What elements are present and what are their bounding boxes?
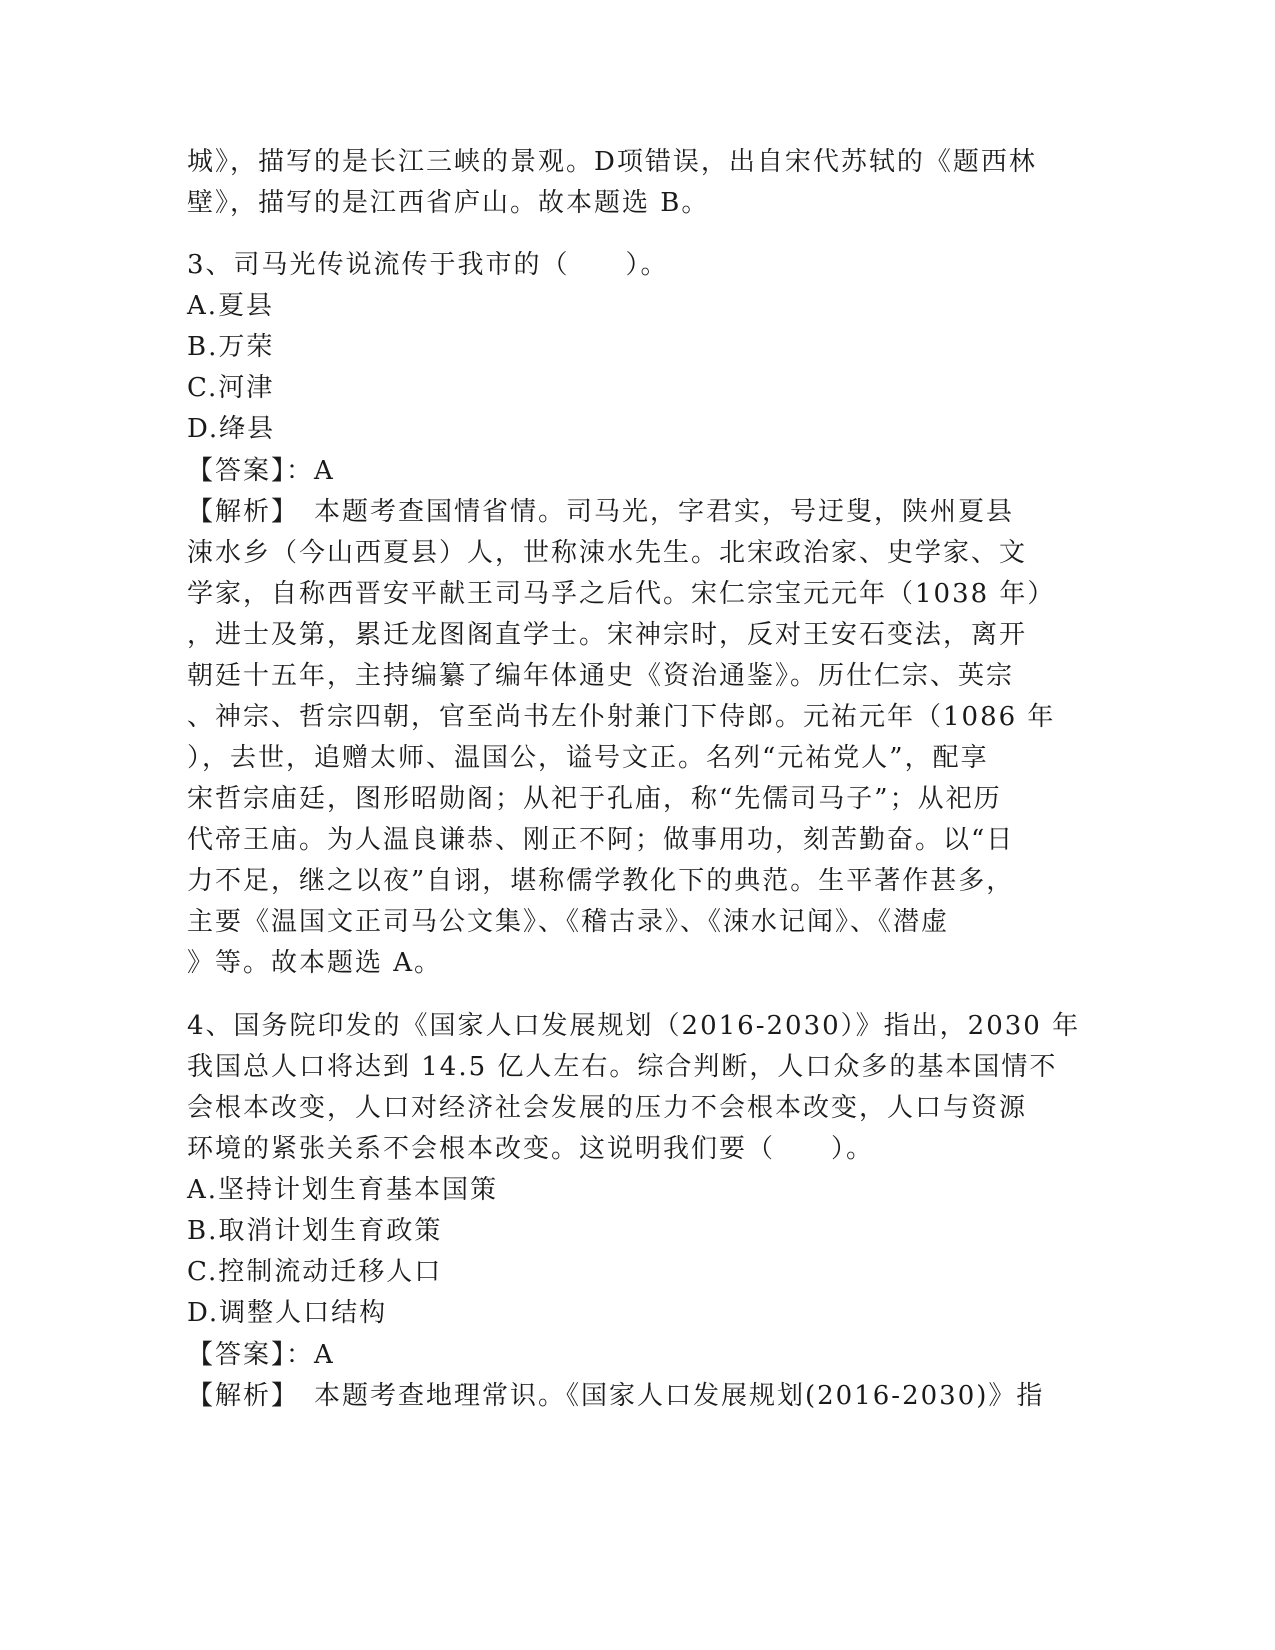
question-3-analysis-line: ，进士及第，累迁龙图阁直学士。宋神宗时，反对王安石变法，离开	[187, 620, 1028, 650]
question-3-analysis-line: 代帝王庙。为人温良谦恭、刚正不阿；做事用功，刻苦勤奋。以“日	[187, 825, 1015, 855]
question-3-analysis-line: ），去世，追赠太师、温国公，谥号文正。名列“元祐党人”，配享	[187, 743, 989, 773]
question-4-analysis-line: 【解析】 本题考查地理常识。《国家人口发展规划(2016-2030)》指	[187, 1381, 1045, 1411]
question-3-analysis-line: 朝廷十五年，主持编纂了编年体通史《资治通鉴》。历仕仁宗、英宗	[187, 661, 1015, 691]
question-3-analysis-line: 宋哲宗庙廷，图形昭勋阁；从祀于孔庙，称“先儒司马子”；从祀历	[187, 784, 1002, 814]
continuation-line-1: 城》，描写的是长江三峡的景观。D项错误，出自宋代苏轼的《题西林	[187, 147, 1037, 177]
question-4-option-b: B.取消计划生育政策	[187, 1216, 443, 1246]
question-3-analysis-line: 学家，自称西晋安平献王司马孚之后代。宋仁宗宝元元年（1038 年）	[187, 579, 1056, 609]
question-3-analysis-line: 》等。故本题选 A。	[187, 948, 443, 978]
question-3-stem: 3、司马光传说流传于我市的（ ）。	[187, 250, 669, 280]
question-3-analysis-line: 、神宗、哲宗四朝，官至尚书左仆射兼门下侍郎。元祐元年（1086 年	[187, 702, 1056, 732]
question-4-answer: 【答案】：A	[187, 1340, 335, 1370]
question-4-stem-line: 环境的紧张关系不会根本改变。这说明我们要（ ）。	[187, 1134, 875, 1164]
question-4-stem-line: 会根本改变，人口对经济社会发展的压力不会根本改变，人口与资源	[187, 1093, 1028, 1123]
question-4-stem-line: 4、国务院印发的《国家人口发展规划（2016-2030）》指出，2030 年	[187, 1011, 1081, 1041]
question-3-answer: 【答案】：A	[187, 456, 335, 486]
question-4-stem-line: 我国总人口将达到 14.5 亿人左右。综合判断，人口众多的基本国情不	[187, 1052, 1058, 1082]
question-4-option-d: D.调整人口结构	[187, 1298, 388, 1328]
question-4-option-c: C.控制流动迁移人口	[187, 1257, 443, 1287]
question-3-analysis-line: 涑水乡（今山西夏县）人，世称涑水先生。北宋政治家、史学家、文	[187, 538, 1028, 568]
question-3-analysis-line: 力不足，继之以夜”自诩，堪称儒学教化下的典范。生平著作甚多，	[187, 866, 1015, 896]
question-3-option-b: B.万荣	[187, 332, 275, 362]
question-3-option-a: A.夏县	[187, 291, 275, 321]
question-3-option-d: D.绛县	[187, 414, 276, 444]
question-3-analysis-line: 【解析】 本题考查国情省情。司马光，字君实，号迂叟，陕州夏县	[187, 497, 1015, 527]
question-3-option-c: C.河津	[187, 373, 275, 403]
continuation-line-2: 壁》，描写的是江西省庐山。故本题选 B。	[187, 188, 710, 218]
question-4-option-a: A.坚持计划生育基本国策	[187, 1175, 499, 1205]
question-3-analysis-line: 主要《温国文正司马公文集》、《稽古录》、《涑水记闻》、《潜虚	[187, 907, 950, 937]
